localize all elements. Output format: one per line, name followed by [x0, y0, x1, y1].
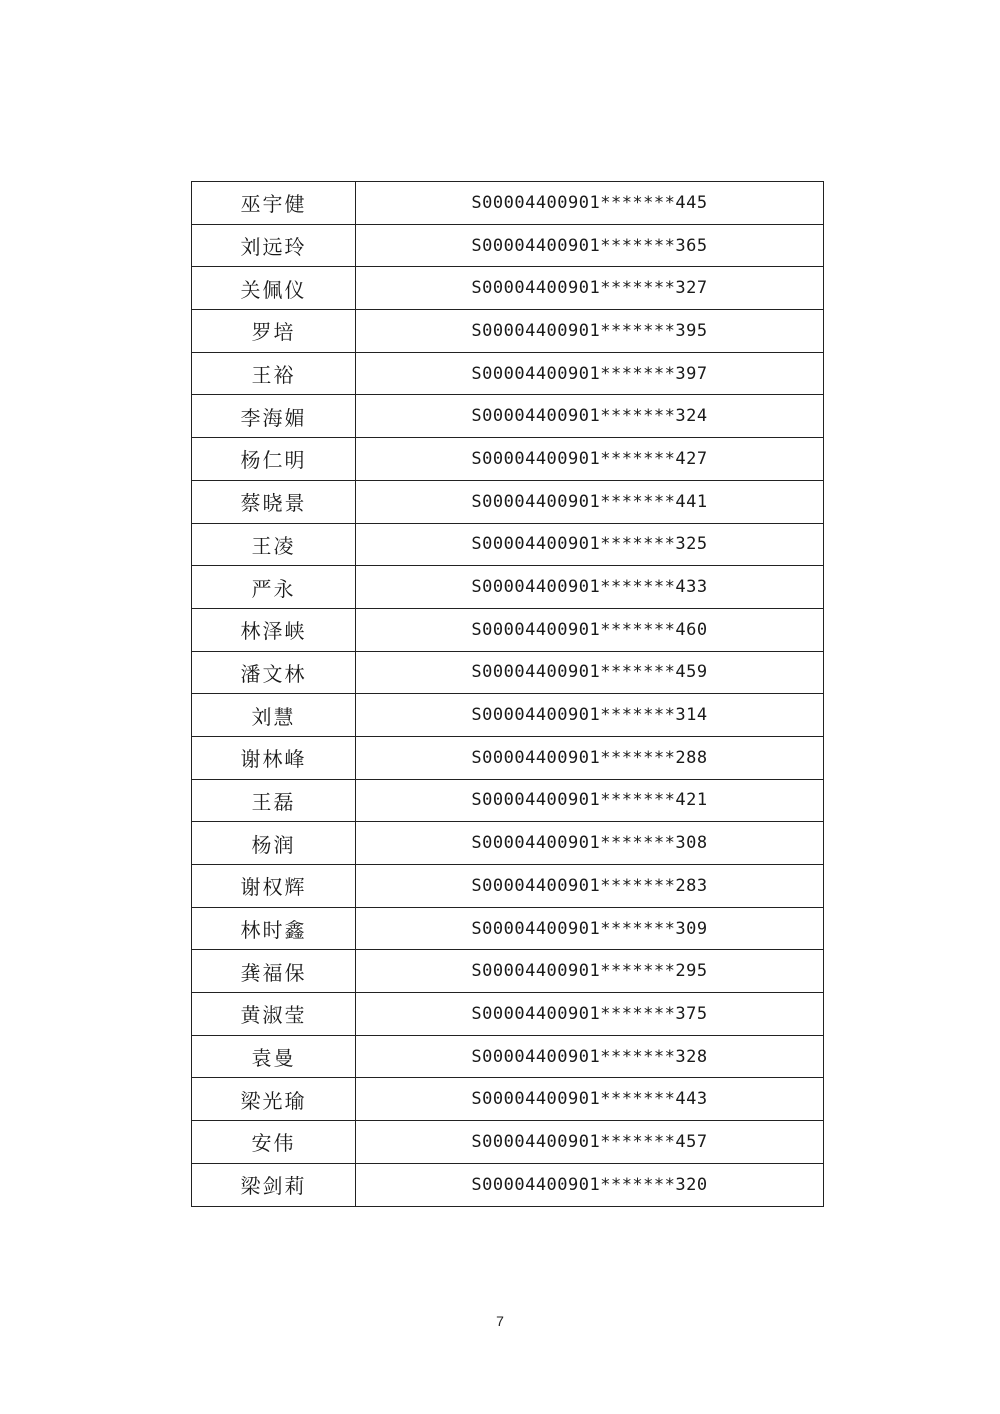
person-name-cell: 林时鑫: [192, 907, 356, 950]
roster-table-body: [192, 182, 824, 1207]
table-row: [192, 182, 824, 225]
table-row: [192, 950, 824, 993]
certificate-number-cell: S00004400901*******441: [356, 480, 824, 523]
roster-table: [191, 181, 824, 1207]
table-row: [192, 438, 824, 481]
person-name-cell: 梁剑莉: [192, 1163, 356, 1206]
person-name-cell: 刘慧: [192, 694, 356, 737]
table-row: [192, 1163, 824, 1206]
person-name-cell: 杨仁明: [192, 438, 356, 481]
table-row: [192, 267, 824, 310]
certificate-number-cell: S00004400901*******320: [356, 1163, 824, 1206]
certificate-number-cell: S00004400901*******324: [356, 395, 824, 438]
table-row: [192, 1078, 824, 1121]
person-name-cell: 蔡晓景: [192, 480, 356, 523]
certificate-number-cell: S00004400901*******295: [356, 950, 824, 993]
table-row: [192, 736, 824, 779]
certificate-number-cell: S00004400901*******457: [356, 1121, 824, 1164]
table-row: [192, 1035, 824, 1078]
table-row: [192, 694, 824, 737]
person-name-cell: 袁曼: [192, 1035, 356, 1078]
certificate-number-cell: S00004400901*******427: [356, 438, 824, 481]
table-row: [192, 865, 824, 908]
person-name-cell: 潘文林: [192, 651, 356, 694]
person-name-cell: 安伟: [192, 1121, 356, 1164]
certificate-number-cell: S00004400901*******445: [356, 182, 824, 225]
person-name-cell: 谢权辉: [192, 865, 356, 908]
certificate-number-cell: S00004400901*******397: [356, 352, 824, 395]
person-name-cell: 谢林峰: [192, 736, 356, 779]
table-row: [192, 1121, 824, 1164]
person-name-cell: 关佩仪: [192, 267, 356, 310]
table-row: [192, 779, 824, 822]
table-row: [192, 651, 824, 694]
certificate-number-cell: S00004400901*******309: [356, 907, 824, 950]
certificate-number-cell: S00004400901*******421: [356, 779, 824, 822]
person-name-cell: 王磊: [192, 779, 356, 822]
certificate-number-cell: S00004400901*******328: [356, 1035, 824, 1078]
person-name-cell: 严永: [192, 566, 356, 609]
person-name-cell: 梁光瑜: [192, 1078, 356, 1121]
person-name-cell: 龚福保: [192, 950, 356, 993]
table-row: [192, 523, 824, 566]
certificate-number-cell: S00004400901*******365: [356, 224, 824, 267]
certificate-number-cell: S00004400901*******308: [356, 822, 824, 865]
certificate-number-cell: S00004400901*******325: [356, 523, 824, 566]
table-row: [192, 907, 824, 950]
person-name-cell: 王凌: [192, 523, 356, 566]
certificate-number-cell: S00004400901*******395: [356, 310, 824, 353]
table-row: [192, 480, 824, 523]
person-name-cell: 刘远玲: [192, 224, 356, 267]
person-name-cell: 罗培: [192, 310, 356, 353]
person-name-cell: 杨润: [192, 822, 356, 865]
table-row: [192, 566, 824, 609]
table-row: [192, 993, 824, 1036]
table-row: [192, 395, 824, 438]
certificate-number-cell: S00004400901*******314: [356, 694, 824, 737]
person-name-cell: 王裕: [192, 352, 356, 395]
certificate-number-cell: S00004400901*******460: [356, 608, 824, 651]
person-name-cell: 林泽峡: [192, 608, 356, 651]
certificate-number-cell: S00004400901*******327: [356, 267, 824, 310]
table-row: [192, 224, 824, 267]
table-row: [192, 608, 824, 651]
page-number: 7: [496, 1313, 504, 1329]
person-name-cell: 巫宇健: [192, 182, 356, 225]
table-row: [192, 352, 824, 395]
certificate-number-cell: S00004400901*******459: [356, 651, 824, 694]
certificate-number-cell: S00004400901*******288: [356, 736, 824, 779]
person-name-cell: 黄淑莹: [192, 993, 356, 1036]
certificate-number-cell: S00004400901*******283: [356, 865, 824, 908]
table-row: [192, 822, 824, 865]
table-row: [192, 310, 824, 353]
certificate-number-cell: S00004400901*******375: [356, 993, 824, 1036]
certificate-number-cell: S00004400901*******433: [356, 566, 824, 609]
certificate-number-cell: S00004400901*******443: [356, 1078, 824, 1121]
person-name-cell: 李海媚: [192, 395, 356, 438]
